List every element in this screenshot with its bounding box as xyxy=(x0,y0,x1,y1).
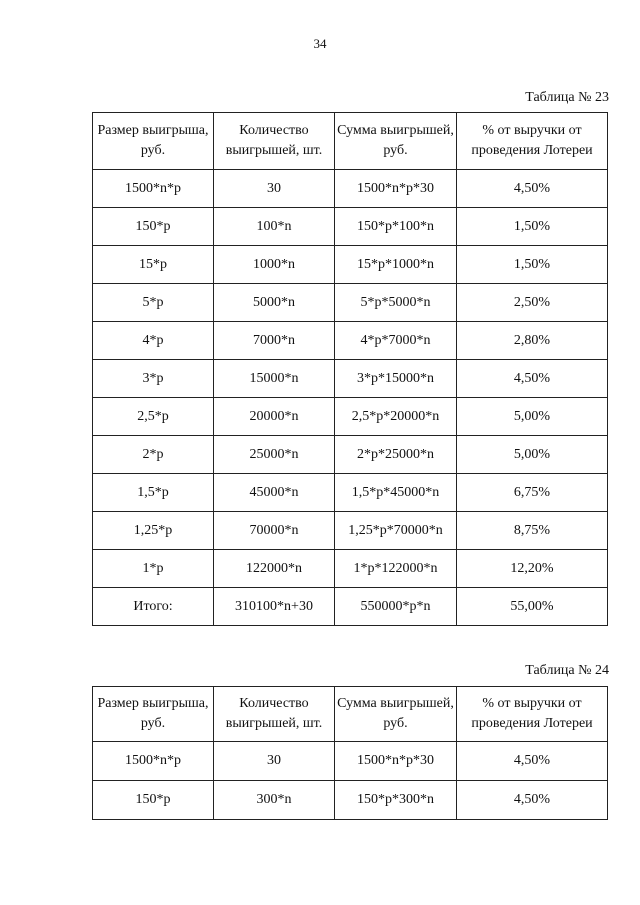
table-row xyxy=(93,170,608,208)
table-row xyxy=(93,322,608,360)
header-prize-count: Количество выигрышей, шт. xyxy=(214,113,335,170)
cell-prize-size: 1*p xyxy=(93,550,214,588)
cell-revenue-percent: 12,20% xyxy=(457,550,608,588)
cell-revenue-percent: 5,00% xyxy=(457,436,608,474)
cell-prize-size: 2,5*p xyxy=(93,398,214,436)
header-revenue-percent: % от выручки от проведения Лотереи xyxy=(457,687,608,742)
cell-prize-sum: 1,25*p*70000*n xyxy=(335,512,457,550)
cell-prize-size: 4*p xyxy=(93,322,214,360)
table-row xyxy=(93,512,608,550)
header-prize-size: Размер выигрыша, руб. xyxy=(93,113,214,170)
cell-revenue-percent: 55,00% xyxy=(457,588,608,626)
cell-prize-count: 300*n xyxy=(214,781,335,820)
cell-prize-size: 5*p xyxy=(93,284,214,322)
cell-revenue-percent: 4,50% xyxy=(457,170,608,208)
header-prize-sum: Сумма выигрышей, руб. xyxy=(335,113,457,170)
cell-prize-sum: 15*p*1000*n xyxy=(335,246,457,284)
cell-prize-size: 1,5*p xyxy=(93,474,214,512)
cell-prize-sum: 4*p*7000*n xyxy=(335,322,457,360)
header-prize-size: Размер выигрыша, руб. xyxy=(93,687,214,742)
cell-prize-count: 7000*n xyxy=(214,322,335,360)
cell-prize-count: 15000*n xyxy=(214,360,335,398)
cell-prize-count: 1000*n xyxy=(214,246,335,284)
cell-revenue-percent: 4,50% xyxy=(457,360,608,398)
cell-revenue-percent: 2,80% xyxy=(457,322,608,360)
cell-revenue-percent: 1,50% xyxy=(457,246,608,284)
cell-revenue-percent: 6,75% xyxy=(457,474,608,512)
cell-prize-count: 310100*n+30 xyxy=(214,588,335,626)
cell-prize-count: 20000*n xyxy=(214,398,335,436)
prize-table-24 xyxy=(92,686,608,820)
table-23-caption: Таблица № 23 xyxy=(525,90,609,105)
cell-prize-count: 122000*n xyxy=(214,550,335,588)
cell-prize-sum: 1*p*122000*n xyxy=(335,550,457,588)
cell-prize-size: 1500*n*p xyxy=(93,742,214,781)
table-24-caption: Таблица № 24 xyxy=(525,663,609,678)
table-row xyxy=(93,474,608,512)
cell-prize-count: 45000*n xyxy=(214,474,335,512)
header-revenue-percent: % от выручки от проведения Лотереи xyxy=(457,113,608,170)
cell-prize-size: 1500*n*p xyxy=(93,170,214,208)
table-row xyxy=(93,742,608,781)
table-header-row xyxy=(93,687,608,742)
table-header-row xyxy=(93,113,608,170)
table-row xyxy=(93,284,608,322)
header-prize-sum: Сумма выигрышей, руб. xyxy=(335,687,457,742)
table-row xyxy=(93,588,608,626)
cell-revenue-percent: 4,50% xyxy=(457,781,608,820)
table-row xyxy=(93,398,608,436)
cell-prize-size: 150*p xyxy=(93,208,214,246)
cell-prize-count: 30 xyxy=(214,742,335,781)
cell-revenue-percent: 1,50% xyxy=(457,208,608,246)
cell-prize-count: 30 xyxy=(214,170,335,208)
cell-prize-sum: 3*p*15000*n xyxy=(335,360,457,398)
cell-prize-size: 150*p xyxy=(93,781,214,820)
cell-prize-sum: 5*p*5000*n xyxy=(335,284,457,322)
table-row xyxy=(93,550,608,588)
cell-prize-size: 1,25*p xyxy=(93,512,214,550)
cell-prize-sum: 1,5*p*45000*n xyxy=(335,474,457,512)
table-row xyxy=(93,246,608,284)
prize-table-23 xyxy=(92,112,608,626)
table-row xyxy=(93,208,608,246)
cell-prize-sum: 1500*n*p*30 xyxy=(335,170,457,208)
cell-prize-count: 100*n xyxy=(214,208,335,246)
cell-revenue-percent: 8,75% xyxy=(457,512,608,550)
cell-prize-sum: 2,5*p*20000*n xyxy=(335,398,457,436)
cell-prize-count: 25000*n xyxy=(214,436,335,474)
table-row xyxy=(93,781,608,820)
cell-prize-size: 2*p xyxy=(93,436,214,474)
cell-prize-sum: 1500*n*p*30 xyxy=(335,742,457,781)
cell-prize-sum: 550000*p*n xyxy=(335,588,457,626)
cell-revenue-percent: 2,50% xyxy=(457,284,608,322)
cell-prize-sum: 2*p*25000*n xyxy=(335,436,457,474)
cell-revenue-percent: 5,00% xyxy=(457,398,608,436)
cell-prize-count: 5000*n xyxy=(214,284,335,322)
cell-revenue-percent: 4,50% xyxy=(457,742,608,781)
cell-prize-sum: 150*p*100*n xyxy=(335,208,457,246)
cell-prize-size: 15*p xyxy=(93,246,214,284)
cell-prize-count: 70000*n xyxy=(214,512,335,550)
cell-prize-sum: 150*p*300*n xyxy=(335,781,457,820)
cell-prize-size: Итого: xyxy=(93,588,214,626)
table-row xyxy=(93,436,608,474)
header-prize-count: Количество выигрышей, шт. xyxy=(214,687,335,742)
cell-prize-size: 3*p xyxy=(93,360,214,398)
page-number: 34 xyxy=(313,36,327,51)
table-row xyxy=(93,360,608,398)
